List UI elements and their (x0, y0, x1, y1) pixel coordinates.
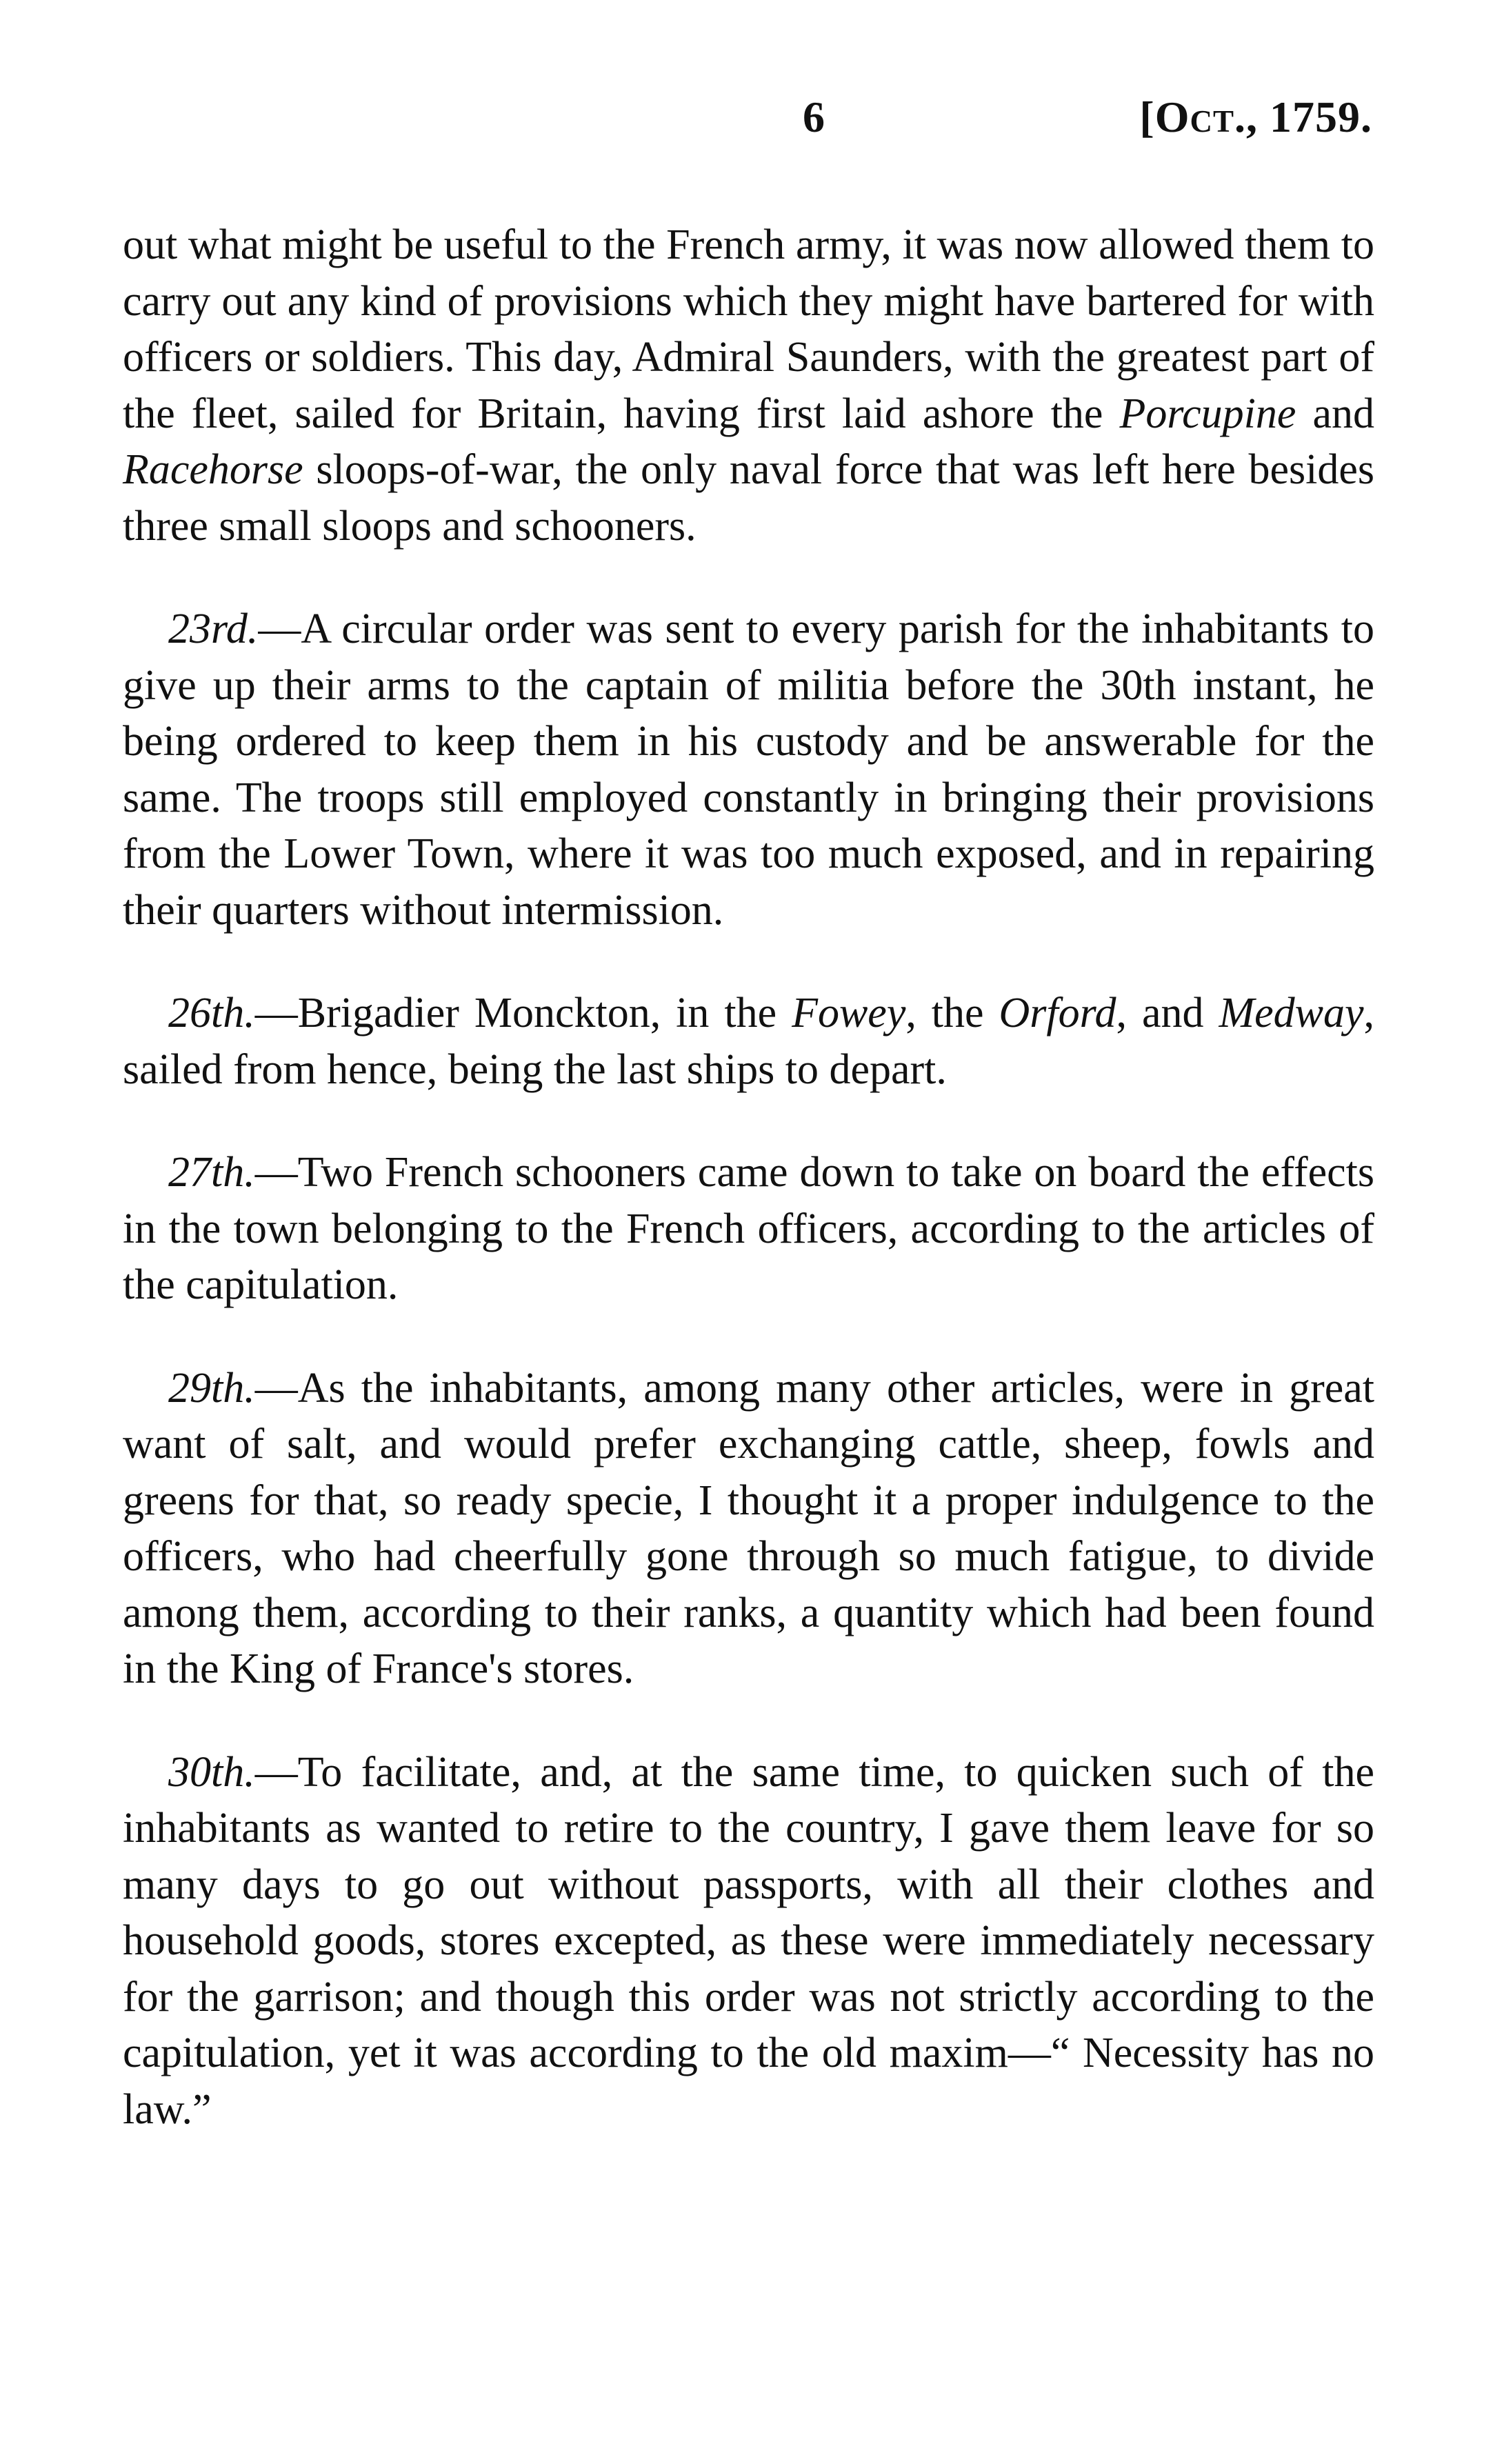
ship-name: Porcupine (1119, 390, 1296, 437)
journal-entry-23rd (123, 601, 1374, 939)
entry-text: —A circular order was sent to every parish for the inhabitants to give up their arms to the captain of militia before the 30th instant, he being ordered to keep them in his custody and be answerable for the same. The troops still employed constantly in bringing their provisions from the Lower Town, where it was too much exposed, and in repairing their quarters without intermission. (123, 605, 1374, 934)
entry-text: —Brigadier Monckton, in the (254, 990, 792, 1036)
entry-text: , the (905, 990, 999, 1036)
paragraph-text: sloops-of-war, the only naval force that was left here besides three small sloops and schooners. (123, 446, 1374, 550)
ship-name: Fowey (792, 990, 906, 1036)
body-text (123, 217, 1374, 2138)
ship-name: Orford (999, 990, 1116, 1036)
entry-text: —To facilitate, and, at the same time, to quicken such of the inhabitants as wanted to retire to the country, I gave them leave for so many days to go out without passports, with all their clothes and household goods, stores excepted, as these were immediately necessary for the garrison; and though this order was not strictly according to the capitulation, yet it was according to the old maxim—“ Necessity has no law.” (123, 1748, 1374, 2133)
entry-text: —As the inhabitants, among many other articles, were in great want of salt, and would prefer exchanging cattle, sheep, fowls and greens for that, so ready specie, I thought it a proper indulgence to the officers, who had cheerfully gone through so much fatigue, to divide among them, according to their ranks, a quantity which had been found in the King of France's stores. (123, 1364, 1374, 1692)
entry-date: 23rd. (168, 605, 259, 652)
paragraph-text: and (1296, 390, 1374, 437)
date-bracket: [ (1139, 92, 1155, 141)
entry-date: 27th. (168, 1149, 255, 1196)
entry-date: 26th. (168, 990, 255, 1036)
paragraph-text: out what might be useful to the French army, it was now allowed them to carry out any kind of provisions which they might have bartered for with officers or soldiers. This day, Admiral Saunders, with the greatest part of the fleet, sailed for Britain, having first laid ashore the (123, 221, 1374, 437)
entry-date: 29th. (168, 1364, 255, 1412)
running-head (124, 86, 1372, 148)
date-month: Oct. (1154, 92, 1246, 141)
ship-name: Medway (1219, 990, 1364, 1036)
journal-entry-26th (123, 985, 1374, 1098)
journal-entry-27th (123, 1145, 1374, 1314)
entry-text: , and (1116, 990, 1219, 1036)
journal-entry-30th (123, 1745, 1374, 2139)
running-head-date (1139, 86, 1372, 148)
paragraph-continuation (123, 217, 1374, 554)
entry-text: —Two French schooners came down to take on board the effects in the town belonging to the French officers, according to the articles of the capitulation. (123, 1149, 1374, 1308)
date-year: , 1759. (1246, 92, 1372, 141)
page-number: 6 (803, 92, 825, 141)
entry-text: , sailed from hence, being the last ships to depart. (123, 990, 1374, 1093)
journal-entry-29th (123, 1361, 1374, 1698)
ship-name: Racehorse (123, 446, 303, 493)
entry-date: 30th. (168, 1748, 255, 1796)
